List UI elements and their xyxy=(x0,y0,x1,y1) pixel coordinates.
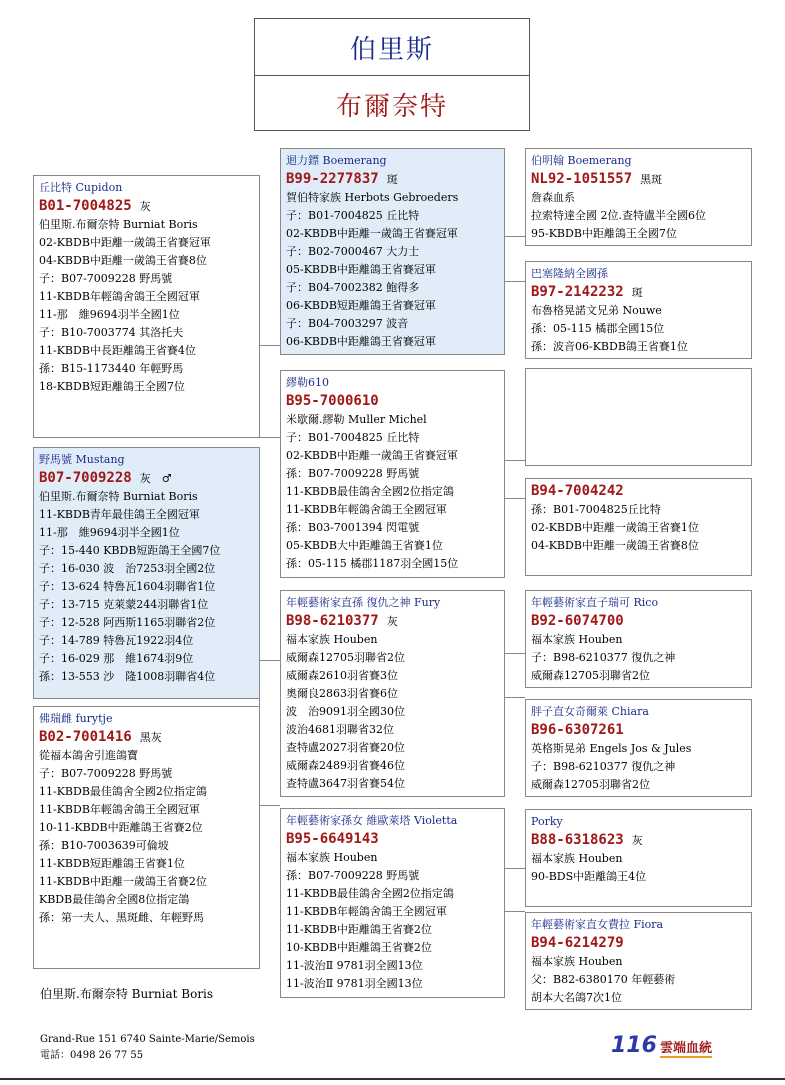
owner-phone: 電話：0498 26 77 55 xyxy=(40,1050,144,1061)
pedigree-note: 子：B98-6210377 復仇之神 xyxy=(531,651,676,664)
pedigree-note: 05-KBDB大中距離鴿王省賽1位 xyxy=(286,539,443,552)
pedigree-note: 11-波治Ⅱ 9781羽全國13位 xyxy=(286,977,423,990)
pedigree-note: 子：B10-7003774 其洛托夫 xyxy=(39,326,184,339)
pedigree-note: 10-11-KBDB中距離鴿王省賽2位 xyxy=(39,821,203,834)
pedigree-note: 孫：波音06-KBDB鴿王省賽1位 xyxy=(531,340,688,353)
bird-name: 丘比特 Cupidon xyxy=(39,181,123,194)
pedigree-note: KBDB最佳鴿舍全國8位指定鴿 xyxy=(39,893,190,906)
ring-row xyxy=(531,721,746,740)
pedigree-note: 11-KBDB年輕鴿舍鴿王全國冠軍 xyxy=(39,290,200,303)
connector-line xyxy=(504,236,525,237)
pedigree-note: 04-KBDB中距離一歲鴿王省賽8位 xyxy=(39,254,207,267)
pedigree-box-cupidon xyxy=(33,175,260,438)
pedigree-note: 子：B01-7004825 丘比特 xyxy=(286,431,420,444)
owner-address: Grand-Rue 151 6740 Sainte-Marie/Semois xyxy=(40,1034,255,1045)
pedigree-note: 子：14-789 特魯瓦1922羽4位 xyxy=(39,634,194,647)
pedigree-note: 子：15-440 KBDB短距鴿王全國7位 xyxy=(39,544,221,557)
pedigree-box-porky xyxy=(525,809,752,907)
ring-number: B92-6074700 xyxy=(531,613,624,629)
pedigree-note: 波 治9091羽全國30位 xyxy=(286,705,405,718)
ring-number: B88-6318623 xyxy=(531,832,624,848)
bird-name: 繆勒610 xyxy=(286,376,329,389)
ring-number: NL92-1051557 xyxy=(531,171,633,187)
pedigree-note: 伯里斯.布爾奈特 Burniat Boris xyxy=(39,218,198,231)
pedigree-note: 11-KBDB年輕鴿舍鴿王全國冠軍 xyxy=(286,905,447,918)
pedigree-box-muller xyxy=(280,370,505,578)
connector-line xyxy=(259,252,260,346)
pedigree-note: 福本家族 Houben xyxy=(286,633,378,646)
pedigree-note: 孫：B07-7009228 野馬號 xyxy=(286,869,420,882)
pedigree-note: 02-KBDB中距離一歲鴿王省賽冠軍 xyxy=(286,227,458,240)
ring-row xyxy=(286,830,499,849)
pedigree-note: 子：B98-6210377 復仇之神 xyxy=(531,760,676,773)
pedigree-note: 18-KBDB短距離鴿王全國7位 xyxy=(39,380,185,393)
ring-row xyxy=(39,728,254,747)
ring-row xyxy=(39,469,254,488)
ring-row xyxy=(531,934,746,953)
ring-row xyxy=(531,283,746,302)
connector-line xyxy=(504,498,525,499)
bird-name: 胖子直女奇爾萊 Chiara xyxy=(531,705,649,718)
pedigree-note: 從福本鴿舍引進鴿寶 xyxy=(39,749,138,762)
pedigree-note: 查特盧2027羽省賽20位 xyxy=(286,741,405,754)
pedigree-header xyxy=(254,18,530,131)
pedigree-note: 福本家族 Houben xyxy=(531,955,623,968)
pedigree-note: 子：B04-7003297 波音 xyxy=(286,317,409,330)
connector-line xyxy=(259,570,260,806)
pedigree-note: 10-KBDB中距離鴿王省賽2位 xyxy=(286,941,432,954)
owner-name-line1: 伯里斯 xyxy=(255,19,529,76)
connector-line xyxy=(259,660,280,661)
pedigree-note: 11-那 維9694羽半全國1位 xyxy=(39,526,180,539)
bottom-divider xyxy=(0,1078,785,1080)
bird-name: 年輕藝術家直孫 復仇之神 Fury xyxy=(286,596,441,609)
ring-number: B07-7009228 xyxy=(39,470,132,486)
ring-number: B97-2142232 xyxy=(531,284,624,300)
ring-number: B01-7004825 xyxy=(39,198,132,214)
bird-name: Porky xyxy=(531,815,563,828)
connector-line xyxy=(259,805,280,806)
pedigree-box-violetta xyxy=(280,808,505,998)
pedigree-note: 11-KBDB年輕鴿舍鴿王全國冠軍 xyxy=(286,503,447,516)
pedigree-note: 子：B04-7002382 鮑得多 xyxy=(286,281,420,294)
pedigree-note: 伯里斯.布爾奈特 Burniat Boris xyxy=(39,490,198,503)
pedigree-note: 威爾森12705羽聯省2位 xyxy=(286,651,405,664)
ring-number: B95-6649143 xyxy=(286,831,379,847)
ring-number: B02-7001416 xyxy=(39,729,132,745)
pedigree-note: 福本家族 Houben xyxy=(286,851,378,864)
pedigree-note: 孫：B07-7009228 野馬號 xyxy=(286,467,420,480)
bird-color: 斑 xyxy=(631,286,643,299)
pedigree-note: 父：B82-6380170 年輕藝術 xyxy=(531,973,676,986)
ring-number: B94-6214279 xyxy=(531,935,624,951)
pedigree-note: 米歇爾.繆勒 Muller Michel xyxy=(286,413,427,426)
pedigree-note: 孫：13-553 沙 隆1008羽聯省4位 xyxy=(39,670,216,683)
pedigree-note: 子：13-624 特魯瓦1604羽聯省1位 xyxy=(39,580,216,593)
connector-line xyxy=(504,868,525,869)
pedigree-note: 孫：B01-7004825丘比特 xyxy=(531,503,661,516)
bird-color: 黑斑 xyxy=(640,173,663,186)
ring-row xyxy=(531,482,746,501)
bird-name: 巴塞隆納全國孫 xyxy=(531,267,608,280)
pedigree-note: 孫：B03-7001394 閃電號 xyxy=(286,521,420,534)
pedigree-box-furytje xyxy=(33,706,260,969)
bird-name: 年輕藝術家直女費拉 Fiora xyxy=(531,918,664,931)
owner-name-line2: 布爾奈特 xyxy=(335,91,448,122)
bird-name: 野馬號 Mustang xyxy=(39,453,125,466)
pedigree-box-mustang xyxy=(33,447,260,699)
pedigree-box-empty xyxy=(525,368,752,466)
pedigree-note: 子：16-029 那 維1674羽9位 xyxy=(39,652,194,665)
bird-name: 年輕藝術家直子瑞可 Rico xyxy=(531,596,659,609)
pedigree-note: 95-KBDB中距離鴿王全國7位 xyxy=(531,227,677,240)
pedigree-note: 孫：05-115 橘郡全國15位 xyxy=(531,322,665,335)
pedigree-note: 查特盧3647羽省賽54位 xyxy=(286,777,405,790)
pedigree-note: 11-KBDB青年最佳鴿王全國冠軍 xyxy=(39,508,200,521)
pedigree-box-rico xyxy=(525,590,752,688)
pedigree-note: 子：B01-7004825 丘比特 xyxy=(286,209,420,222)
bird-name: 佛瑞雌 furytje xyxy=(39,712,113,725)
pedigree-note: 05-KBDB中距離鴿王省賽冠軍 xyxy=(286,263,436,276)
pedigree-note: 英格斯晃弟 Engels Jos & Jules xyxy=(531,742,692,755)
pedigree-note: 威爾森12705羽聯省2位 xyxy=(531,778,650,791)
ring-row xyxy=(531,831,746,850)
pedigree-note: 奧爾良2863羽省賽6位 xyxy=(286,687,398,700)
ring-row xyxy=(531,170,746,189)
connector-line xyxy=(259,345,280,346)
connector-line xyxy=(504,460,525,461)
pedigree-note: 子：B07-7009228 野馬號 xyxy=(39,272,173,285)
ring-number: B96-6307261 xyxy=(531,722,624,738)
connector-line xyxy=(259,437,280,438)
ring-row xyxy=(286,612,499,631)
pedigree-note: 布魯格晃諾文兄弟 Nouwe xyxy=(531,304,662,317)
bird-color: 灰 xyxy=(631,834,643,847)
pedigree-note: 11-KBDB最佳鴿舍全國2位指定鴿 xyxy=(286,485,454,498)
logo-number: 116 xyxy=(611,1033,657,1058)
ring-row xyxy=(286,170,499,189)
bird-name: 伯明翰 Boemerang xyxy=(531,154,632,167)
pedigree-note: 威爾森12705羽聯省2位 xyxy=(531,669,650,682)
pedigree-note: 威爾森2610羽省賽3位 xyxy=(286,669,398,682)
pedigree-note: 02-KBDB中距離一歲鴿王省賽1位 xyxy=(531,521,699,534)
pedigree-box-nouwe xyxy=(525,261,752,359)
pedigree-note: 賀伯特家族 Herbots Gebroeders xyxy=(286,191,459,204)
pedigree-note: 福本家族 Houben xyxy=(531,633,623,646)
pedigree-note: 詹森血系 xyxy=(531,191,575,204)
connector-line xyxy=(504,911,525,912)
pedigree-box-fiora xyxy=(525,912,752,1010)
ring-number: B98-6210377 xyxy=(286,613,379,629)
connector-line xyxy=(504,281,525,282)
pedigree-note: 11-KBDB最佳鴿舍全國2位指定鴿 xyxy=(39,785,207,798)
pedigree-note: 孫：B10-7003639可倫坡 xyxy=(39,839,169,852)
pedigree-note: 11-KBDB短距離鴿王省賽1位 xyxy=(39,857,185,870)
pedigree-note: 11-KBDB中長距離鴿王省賽4位 xyxy=(39,344,196,357)
brand-logo[interactable] xyxy=(611,1030,712,1058)
pedigree-note: 威爾森2489羽省賽46位 xyxy=(286,759,405,772)
ring-number: B94-7004242 xyxy=(531,483,624,499)
pedigree-box-boemerang xyxy=(280,148,505,355)
pedigree-note: 11-KBDB中距離一歲鴿王省賽2位 xyxy=(39,875,207,888)
pedigree-note: 11-KBDB最佳鴿舍全國2位指定鴿 xyxy=(286,887,454,900)
owner-contact xyxy=(40,1032,255,1064)
pedigree-note: 04-KBDB中距離一歲鴿王省賽8位 xyxy=(531,539,699,552)
pedigree-note: 波治4681羽聯省32位 xyxy=(286,723,394,736)
pedigree-note: 90-BDS中距離鴿王4位 xyxy=(531,870,647,883)
pedigree-note: 子：B07-7009228 野馬號 xyxy=(39,767,173,780)
ring-number: B99-2277837 xyxy=(286,171,379,187)
ring-row xyxy=(286,392,499,411)
pedigree-note: 11-KBDB中距離鴿王省賽2位 xyxy=(286,923,432,936)
pedigree-note: 孫：B15-1173440 年輕野馬 xyxy=(39,362,184,375)
pedigree-box-boemerang2 xyxy=(525,148,752,246)
ring-row xyxy=(39,197,254,216)
pedigree-note: 子：B02-7000467 大力士 xyxy=(286,245,420,258)
connector-line xyxy=(504,653,525,654)
pedigree-note: 福本家族 Houben xyxy=(531,852,623,865)
pedigree-note: 11-波治Ⅱ 9781羽全國13位 xyxy=(286,959,423,972)
pedigree-note: 06-KBDB短距離鴿王省賽冠軍 xyxy=(286,299,436,312)
logo-text: 雲端血統 xyxy=(660,1037,712,1058)
owner-footer-name: 伯里斯.布爾奈特 Burniat Boris xyxy=(40,987,214,1001)
ring-row xyxy=(531,612,746,631)
pedigree-note: 02-KBDB中距離一歲鴿王省賽冠軍 xyxy=(286,449,458,462)
bird-color: 灰 xyxy=(386,615,398,628)
bird-color: 灰 ♂ xyxy=(139,472,172,485)
pedigree-box-fury xyxy=(280,590,505,797)
pedigree-note: 拉索特達全國 2位.查特盧半全國6位 xyxy=(531,209,706,222)
pedigree-note: 11-那 維9694羽半全國1位 xyxy=(39,308,180,321)
pedigree-note: 胡本大名鴿7次1位 xyxy=(531,991,622,1004)
pedigree-note: 02-KBDB中距離一歲鴿王省賽冠軍 xyxy=(39,236,211,249)
pedigree-note: 孫：05-115 橘郡1187羽全國15位 xyxy=(286,557,459,570)
pedigree-box-chiara xyxy=(525,699,752,797)
bird-color: 黑灰 xyxy=(139,731,162,744)
bird-color: 灰 xyxy=(139,200,151,213)
pedigree-note: 子：16-030 波 治7253羽全國2位 xyxy=(39,562,216,575)
bird-name: 年輕藝術家孫女 維歐萊塔 Violetta xyxy=(286,814,458,827)
pedigree-note: 子：12-528 阿西斯1165羽聯省2位 xyxy=(39,616,216,629)
pedigree-note: 子：13-715 克萊蒙244羽聯省1位 xyxy=(39,598,209,611)
bird-name: 迴力鏢 Boemerang xyxy=(286,154,387,167)
bird-color: 斑 xyxy=(386,173,398,186)
pedigree-note: 11-KBDB年輕鴿舍鴿王全國冠軍 xyxy=(39,803,200,816)
pedigree-note: 06-KBDB中距離鴿王省賽冠軍 xyxy=(286,335,436,348)
pedigree-note: 孫：第一夫人、黑斑雌、年輕野馬 xyxy=(39,911,204,924)
connector-line xyxy=(504,697,525,698)
pedigree-box-b94 xyxy=(525,478,752,576)
ring-number: B95-7000610 xyxy=(286,393,379,409)
